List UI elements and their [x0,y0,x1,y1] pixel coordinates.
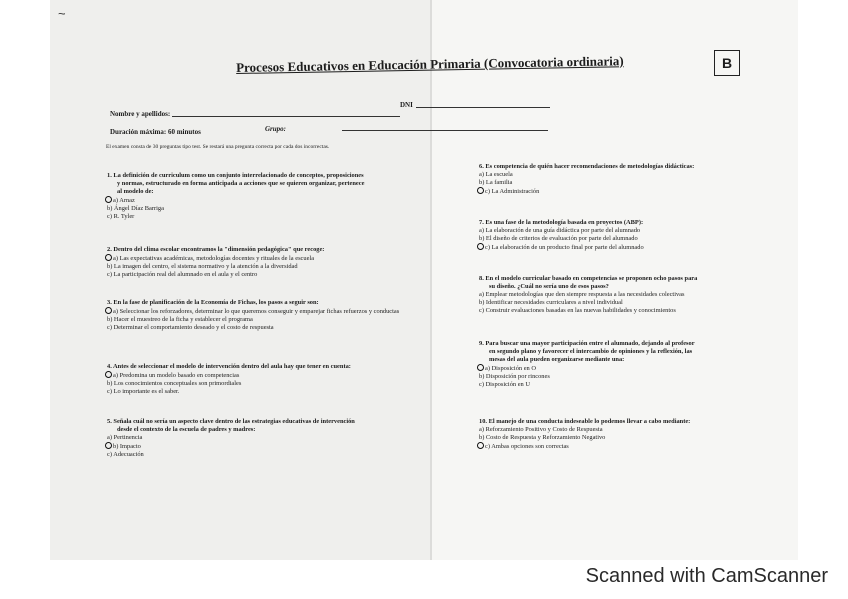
answer-option [107,324,447,332]
option-label: a) [113,308,120,315]
option-label: a) [485,365,492,372]
option-label: a) [113,197,120,204]
option-label: c) [479,381,486,388]
question-stem-line: en segundo plano y favorecer el intercambio de opiniones y la reflexión, las [489,348,693,355]
exam-paper-left-page [50,0,430,560]
question-left-1 [107,172,364,221]
question-right-3 [479,275,697,315]
option-text: R. Tyler [113,213,135,220]
option-text: Reforzamiento Positivo y Costo de Respuesta [485,426,603,433]
question-right-5 [479,418,690,451]
answer-option [479,434,690,442]
option-label: b) [107,380,114,387]
duracion-label: Duración máxima: 60 minutos [110,128,201,136]
option-text: Impacto [119,443,141,450]
answer-circle-icon [105,196,112,203]
option-label: b) [479,179,486,186]
option-text: Predomina un modelo basado en competencias [119,372,240,379]
option-text: Ambas opciones son correctas [491,443,569,450]
option-label: b) [107,205,114,212]
answer-option [107,263,324,271]
answer-option [479,243,644,252]
question-stem-line: mesas del aula pueden organizarse mediante una: [489,356,625,363]
question-stem-line: 4. Antes de seleccionar el modelo de intervención dentro del aula hay que tener en cuenta: [107,363,351,370]
question-stem-line: 10. El manejo de una conducta indeseable lo podemos llevar a cabo mediante: [479,418,691,425]
answer-circle-icon [105,371,112,378]
question-stem-line: 7. Es una fase de la metodología basada en proyectos (ABP): [479,219,644,226]
question-stem-line: su diseño. ¿Cuál no sería uno de esos pasos? [489,283,609,290]
option-label: c) [107,213,114,220]
answer-circle-icon [477,243,484,250]
option-label: a) [107,434,114,441]
question-stem-line: 6. Es competencia de quién hacer recomendaciones de metodologías didácticas: [479,163,695,170]
question-right-2 [479,219,644,252]
option-text: Ángel Díaz Barriga [113,205,164,212]
grupo-line [342,130,548,131]
option-label: b) [479,299,486,306]
answer-option [107,316,447,324]
option-text: Costo de Respuesta y Reforzamiento Negativo [485,434,606,441]
option-label: c) [485,244,492,251]
option-text: Los conocimientos conceptuales son primordiales [113,380,242,387]
dni-line [416,107,550,108]
option-label: b) [107,263,114,270]
answer-option [107,434,355,442]
option-label: c) [107,388,114,395]
answer-option [107,205,364,213]
option-text: Arnaz [119,197,135,204]
option-text: La Administración [491,188,540,195]
option-label: a) [113,255,120,262]
option-text: La imagen del centro, el sistema normativo y la atención a la diversidad [113,263,298,270]
question-stem-line: 8. En el modelo curricular basado en competencias se proponen ocho pasos para [479,275,698,282]
answer-circle-icon [105,307,112,314]
option-text: Las expectativas académicas, metodologías docentes y rituales de la escuela [119,255,315,262]
option-text: La familia [485,179,513,186]
option-text: Disposición en U [485,381,530,388]
question-right-4 [479,340,695,389]
option-text: La escuela [485,171,513,178]
option-text: Disposición por rincones [485,373,550,380]
option-label: b) [479,235,486,242]
answer-option [107,380,351,388]
answer-circle-icon [477,364,484,371]
option-label: a) [479,291,486,298]
question-left-4 [107,363,351,396]
answer-option [107,196,364,205]
option-label: b) [107,316,114,323]
option-label: b) [113,443,120,450]
answer-option [479,235,644,243]
question-stem-line: y normas, estructurado en forma anticipada a acciones que se quieren organizar, pertenece [117,180,365,187]
answer-option [479,291,697,299]
option-label: c) [485,188,492,195]
option-text: Pertinencia [113,434,143,441]
answer-option [107,388,351,396]
option-text: Identificar necesidades curriculares a nivel individual [485,299,623,306]
question-left-5 [107,418,355,459]
answer-option [479,307,697,315]
answer-circle-icon [477,187,484,194]
question-right-1 [479,163,694,196]
nombre-label: Nombre y apellidos: [110,110,171,118]
option-text: Emplear metodologías que den siempre respuesta a las necesidades colectivas [485,291,685,298]
exam-intro: El examen consta de 30 preguntas tipo test. Se restará una pregunta correcta por cada dos incorrectas. [106,144,330,150]
option-text: Determinar el comportamiento deseado y el costo de respuesta [113,324,274,331]
option-label: a) [479,171,486,178]
option-label: a) [479,426,486,433]
question-left-3 [107,299,447,332]
question-stem-line: desde el contexto de la escuela de padres y madres: [117,426,256,433]
answer-option [107,451,355,459]
question-stem-line: 2. Dentro del clima escolar encontramos la "dimensión pedagógica" que recoge: [107,246,325,253]
option-text: Lo importante es el saber. [113,388,180,395]
answer-option [107,371,351,380]
option-label: a) [479,227,486,234]
answer-option [107,213,364,221]
option-text: Construir evaluaciones basadas en las nuevas habilidades y conocimientos [485,307,676,314]
option-label: b) [479,434,486,441]
question-stem-line: al modelo de: [117,188,154,195]
answer-option [479,227,644,235]
option-text: Seleccionar los reforzadores, determinar lo que queremos conseguir y emparejar fichas refuerzos y conductas [119,308,400,315]
answer-option [479,171,694,179]
answer-option [479,381,695,389]
option-text: La participación real del alumnado en el aula y el centro [113,271,258,278]
paper-fold [430,0,432,560]
option-text: Disposición en O [491,365,536,372]
option-label: c) [107,451,114,458]
option-text: Adecuación [113,451,144,458]
option-label: c) [479,307,486,314]
answer-option [107,271,324,279]
option-text: La elaboración de un producto final por parte del alumnado [491,244,644,251]
option-text: El diseño de criterios de evaluación por parte del alumnado [485,235,638,242]
option-label: a) [113,372,120,379]
camscanner-watermark: Scanned with CamScanner [585,565,828,587]
nombre-line [172,116,400,117]
answer-circle-icon [105,442,112,449]
answer-option [479,373,695,381]
question-stem-line: 9. Para buscar una mayor participación entre el alumnado, dejando al profesor [479,340,695,347]
option-label: b) [479,373,486,380]
exam-title: Procesos Educativos en Educación Primaria (Convocatoria ordinaria) [236,53,624,75]
option-label: c) [107,324,114,331]
answer-option [479,299,697,307]
dni-label: DNI [400,101,413,109]
corner-mark: ~ [58,6,66,21]
answer-option [479,442,690,451]
answer-circle-icon [105,254,112,261]
answer-option [479,364,695,373]
option-label: c) [485,443,492,450]
answer-option [479,179,694,187]
answer-option [479,187,694,196]
answer-option [107,307,447,316]
question-left-2 [107,246,324,279]
answer-option [107,254,324,263]
answer-circle-icon [477,442,484,449]
exam-version-badge: B [714,50,740,76]
option-text: La elaboración de una guía didáctica por parte del alumnado [485,227,641,234]
question-stem-line: 1. La definición de curriculum como un conjunto interrelacionado de conceptos, proposiciones [107,172,364,179]
option-text: Hacer el muestreo de la ficha y establecer el programa [113,316,253,323]
question-stem-line: 5. Señala cuál no sería un aspecto clave dentro de las estrategias educativas de intervención [107,418,355,425]
answer-option [479,426,690,434]
question-stem-line: 3. En la fase de planificación de la Economía de Fichas, los pasos a seguir son: [107,299,319,306]
option-label: c) [107,271,114,278]
grupo-label: Grupo: [265,125,287,133]
answer-option [107,442,355,451]
